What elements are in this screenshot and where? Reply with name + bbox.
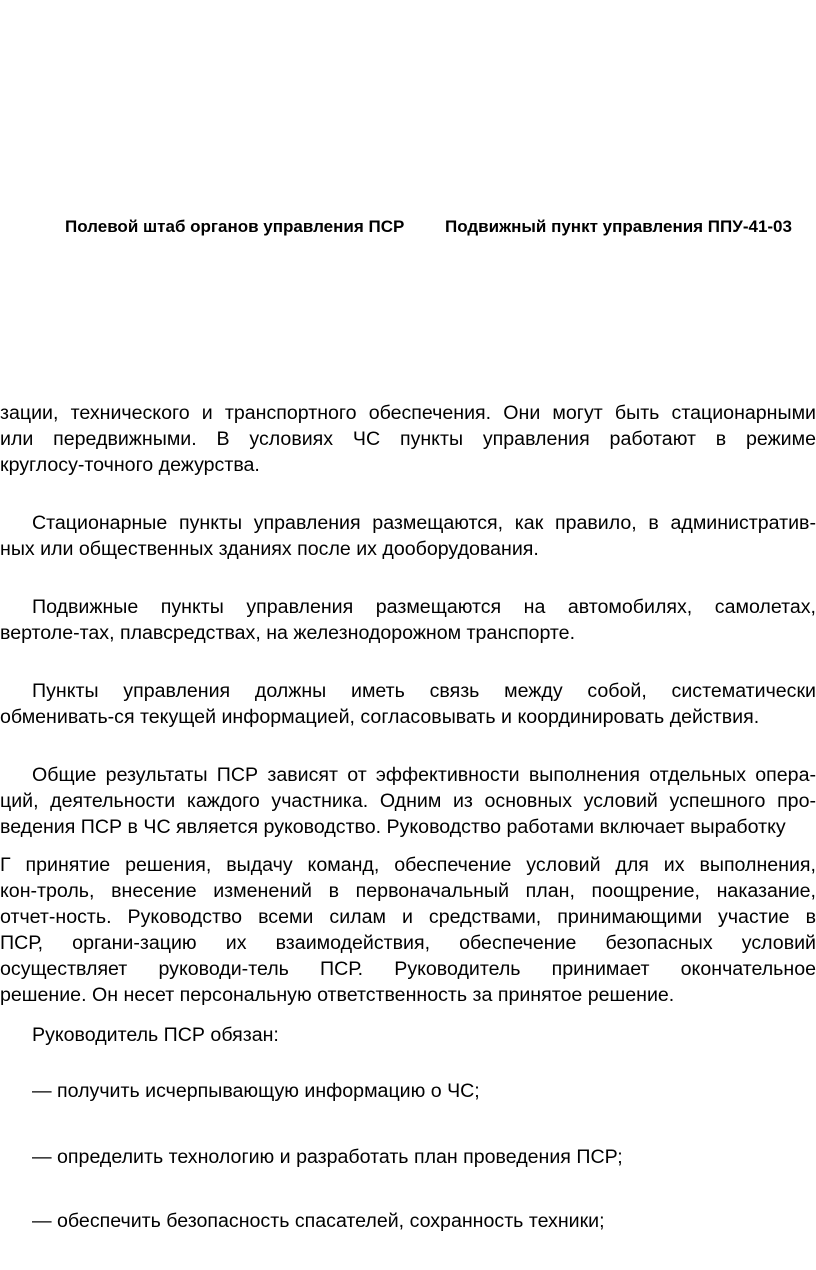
paragraph-stationary-points	[0, 510, 816, 562]
text-line: осуществляет руководи-тель ПСР. Руководитель принимает окончательное	[0, 958, 816, 980]
paragraph-control-points	[0, 400, 816, 478]
text-line: Общие результаты ПСР зависят от эффективности выполнения отдельных опера-	[32, 764, 816, 786]
text-line: кон-троль, внесение изменений в первоначальный план, поощрение, наказание,	[0, 880, 816, 902]
text-line: отчет-ность. Руководство всеми силам и средствами, принимающими участие в	[0, 906, 816, 928]
caption-mobile-command-post: Подвижный пункт управления ППУ-41-03	[445, 217, 792, 236]
text-line: ных или общественных зданиях после их дооборудования.	[0, 538, 539, 560]
text-line: или передвижными. В условиях ЧС пункты управления работают в режиме	[0, 428, 816, 450]
caption-field-hq: Полевой штаб органов управления ПСР	[65, 217, 405, 236]
text-line: круглосу-точного дежурства.	[0, 454, 260, 476]
text-line: зации, технического и транспортного обеспечения. Они могут быть стационарными	[0, 402, 816, 424]
text-line: обменивать-ся текущей информацией, согласовывать и координировать действия.	[0, 706, 760, 728]
list-item: — обеспечить безопасность спасателей, сохранность техники;	[32, 1210, 605, 1232]
text-line: решение. Он несет персональную ответственность за принятое решение.	[0, 984, 675, 1006]
paragraph-mobile-points	[0, 594, 816, 646]
text-line: вертоле-тах, плавсредствах, на железнодорожном транспорте.	[0, 622, 576, 644]
paragraph-leadership	[0, 852, 816, 1008]
list-item: — получить исчерпывающую информацию о ЧС;	[32, 1080, 480, 1102]
text-line: ведения ПСР в ЧС является руководство. Руководство работами включает выработку	[0, 816, 786, 838]
text-line: Г принятие решения, выдачу команд, обеспечение условий для их выполнения,	[0, 854, 816, 876]
text-line: Стационарные пункты управления размещаются, как правило, в административ-	[32, 512, 816, 534]
text-line: Пункты управления должны иметь связь между собой, систематически	[32, 680, 816, 702]
list-item: — определить технологию и разработать план проведения ПСР;	[32, 1146, 623, 1168]
text-line: ций, деятельности каждого участника. Одним из основных условий успешного про-	[0, 790, 816, 812]
paragraph-results	[0, 762, 816, 840]
paragraph-duties-heading	[0, 1022, 816, 1048]
paragraph-communication	[0, 678, 816, 730]
text-line: ПСР, органи-зацию их взаимодействия, обеспечение безопасных условий	[0, 932, 816, 954]
text-line: Подвижные пункты управления размещаются на автомобилях, самолетах,	[32, 596, 816, 618]
text-line: Руководитель ПСР обязан:	[32, 1024, 279, 1046]
